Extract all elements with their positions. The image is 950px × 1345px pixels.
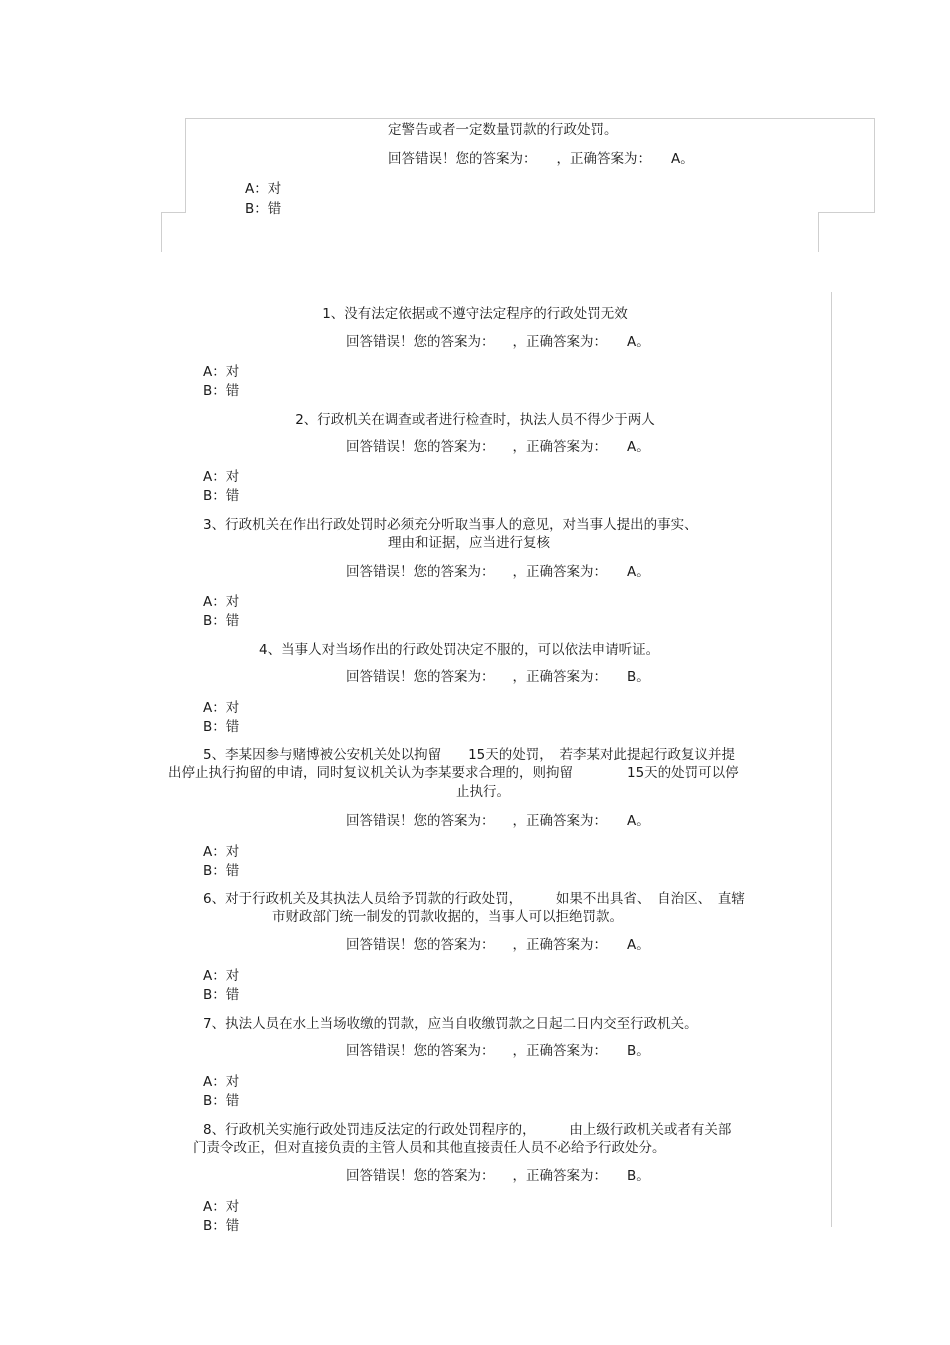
- result-prefix: 回答错误！您的答案为：: [346, 1168, 495, 1184]
- result-prefix: 回答错误！您的答案为：: [346, 334, 495, 350]
- result-prefix: 回答错误！您的答案为：: [346, 937, 495, 953]
- result-prefix: 回答错误！您的答案为：: [346, 813, 495, 829]
- option-b[interactable]: B：错: [203, 863, 240, 879]
- result-line: [346, 933, 650, 953]
- option-a[interactable]: A：对: [203, 844, 240, 860]
- question-8-text-cont: 门责令改正，但对直接负责的主管人员和其他直接责任人员不必给予行政处分。: [193, 1140, 666, 1156]
- option-a[interactable]: A：对: [245, 181, 282, 197]
- frame-line: [831, 292, 832, 1227]
- result-prefix: 回答错误！您的答案为：: [346, 1043, 495, 1059]
- option-a[interactable]: A：对: [203, 364, 240, 380]
- result-prefix: 回答错误！您的答案为：: [388, 151, 537, 167]
- option-b[interactable]: B：错: [203, 613, 240, 629]
- result-mid: ，正确答案为：: [512, 669, 607, 685]
- result-line: [388, 147, 694, 167]
- option-a[interactable]: A：对: [203, 1074, 240, 1090]
- correct-answer: A。: [627, 937, 650, 953]
- question-4-text: 4、当事人对当场作出的行政处罚决定不服的，可以依法申请听证。: [259, 642, 660, 658]
- question-1-text: 1、没有法定依据或不遵守法定程序的行政处罚无效: [322, 306, 628, 322]
- result-line: [346, 560, 650, 580]
- result-mid: ，正确答案为：: [556, 151, 651, 167]
- result-line: [346, 435, 650, 455]
- result-mid: ，正确答案为：: [512, 1043, 607, 1059]
- result-line: [346, 1039, 650, 1059]
- result-mid: ，正确答案为：: [512, 564, 607, 580]
- correct-answer: A。: [671, 151, 694, 167]
- result-prefix: 回答错误！您的答案为：: [346, 564, 495, 580]
- option-b[interactable]: B：错: [203, 488, 240, 504]
- question-6-text-cont: 市财政部门统一制发的罚款收据的，当事人可以拒绝罚款。: [272, 909, 623, 925]
- option-b[interactable]: B：错: [203, 987, 240, 1003]
- correct-answer: A。: [627, 439, 650, 455]
- question-3-text-cont: 理由和证据，应当进行复核: [388, 535, 550, 551]
- correct-answer: A。: [627, 813, 650, 829]
- result-mid: ，正确答案为：: [512, 1168, 607, 1184]
- result-line: [346, 809, 650, 829]
- result-line: [346, 1164, 650, 1184]
- option-b[interactable]: B：错: [203, 1093, 240, 1109]
- result-mid: ，正确答案为：: [512, 813, 607, 829]
- correct-answer: B。: [627, 669, 650, 685]
- option-b[interactable]: B：错: [203, 719, 240, 735]
- option-a[interactable]: A：对: [203, 1199, 240, 1215]
- question-5-text-cont: 止执行。: [456, 784, 510, 800]
- option-a[interactable]: A：对: [203, 968, 240, 984]
- question-text-fragment: 定警告或者一定数量罚款的行政处罚。: [388, 122, 618, 138]
- option-a[interactable]: A：对: [203, 594, 240, 610]
- question-5-text-cont: 出停止执行拘留的申请，同时复议机关认为李某要求合理的，则拘留 15天的处罚可以停: [168, 765, 739, 781]
- option-b[interactable]: B：错: [203, 1218, 240, 1234]
- question-6-text: 6、对于行政机关及其执法人员给予罚款的行政处罚， 如果不出具省、 自治区、 直辖: [203, 891, 745, 907]
- option-a[interactable]: A：对: [203, 700, 240, 716]
- frame-line: [818, 212, 875, 213]
- result-prefix: 回答错误！您的答案为：: [346, 439, 495, 455]
- option-b[interactable]: B：错: [245, 201, 282, 217]
- question-7-text: 7、执法人员在水上当场收缴的罚款，应当自收缴罚款之日起二日内交至行政机关。: [203, 1016, 698, 1032]
- frame-line: [818, 212, 819, 252]
- correct-answer: B。: [627, 1043, 650, 1059]
- result-prefix: 回答错误！您的答案为：: [346, 669, 495, 685]
- frame-line: [185, 118, 186, 213]
- correct-answer: A。: [627, 334, 650, 350]
- frame-line: [874, 118, 875, 213]
- frame-line: [161, 212, 162, 252]
- result-mid: ，正确答案为：: [512, 937, 607, 953]
- result-line: [346, 330, 650, 350]
- option-a[interactable]: A：对: [203, 469, 240, 485]
- question-8-text: 8、行政机关实施行政处罚违反法定的行政处罚程序的， 由上级行政机关或者有关部: [203, 1122, 732, 1138]
- question-3-text: 3、行政机关在作出行政处罚时必须充分听取当事人的意见，对当事人提出的事实、: [203, 517, 698, 533]
- option-b[interactable]: B：错: [203, 383, 240, 399]
- question-2-text: 2、行政机关在调查或者进行检查时，执法人员不得少于两人: [295, 412, 655, 428]
- correct-answer: A。: [627, 564, 650, 580]
- frame-line: [161, 212, 186, 213]
- result-mid: ，正确答案为：: [512, 439, 607, 455]
- correct-answer: B。: [627, 1168, 650, 1184]
- result-line: [346, 665, 650, 685]
- result-mid: ，正确答案为：: [512, 334, 607, 350]
- question-5-text: 5、李某因参与赌博被公安机关处以拘留 15天的处罚， 若李某对此提起行政复议并提: [203, 747, 736, 763]
